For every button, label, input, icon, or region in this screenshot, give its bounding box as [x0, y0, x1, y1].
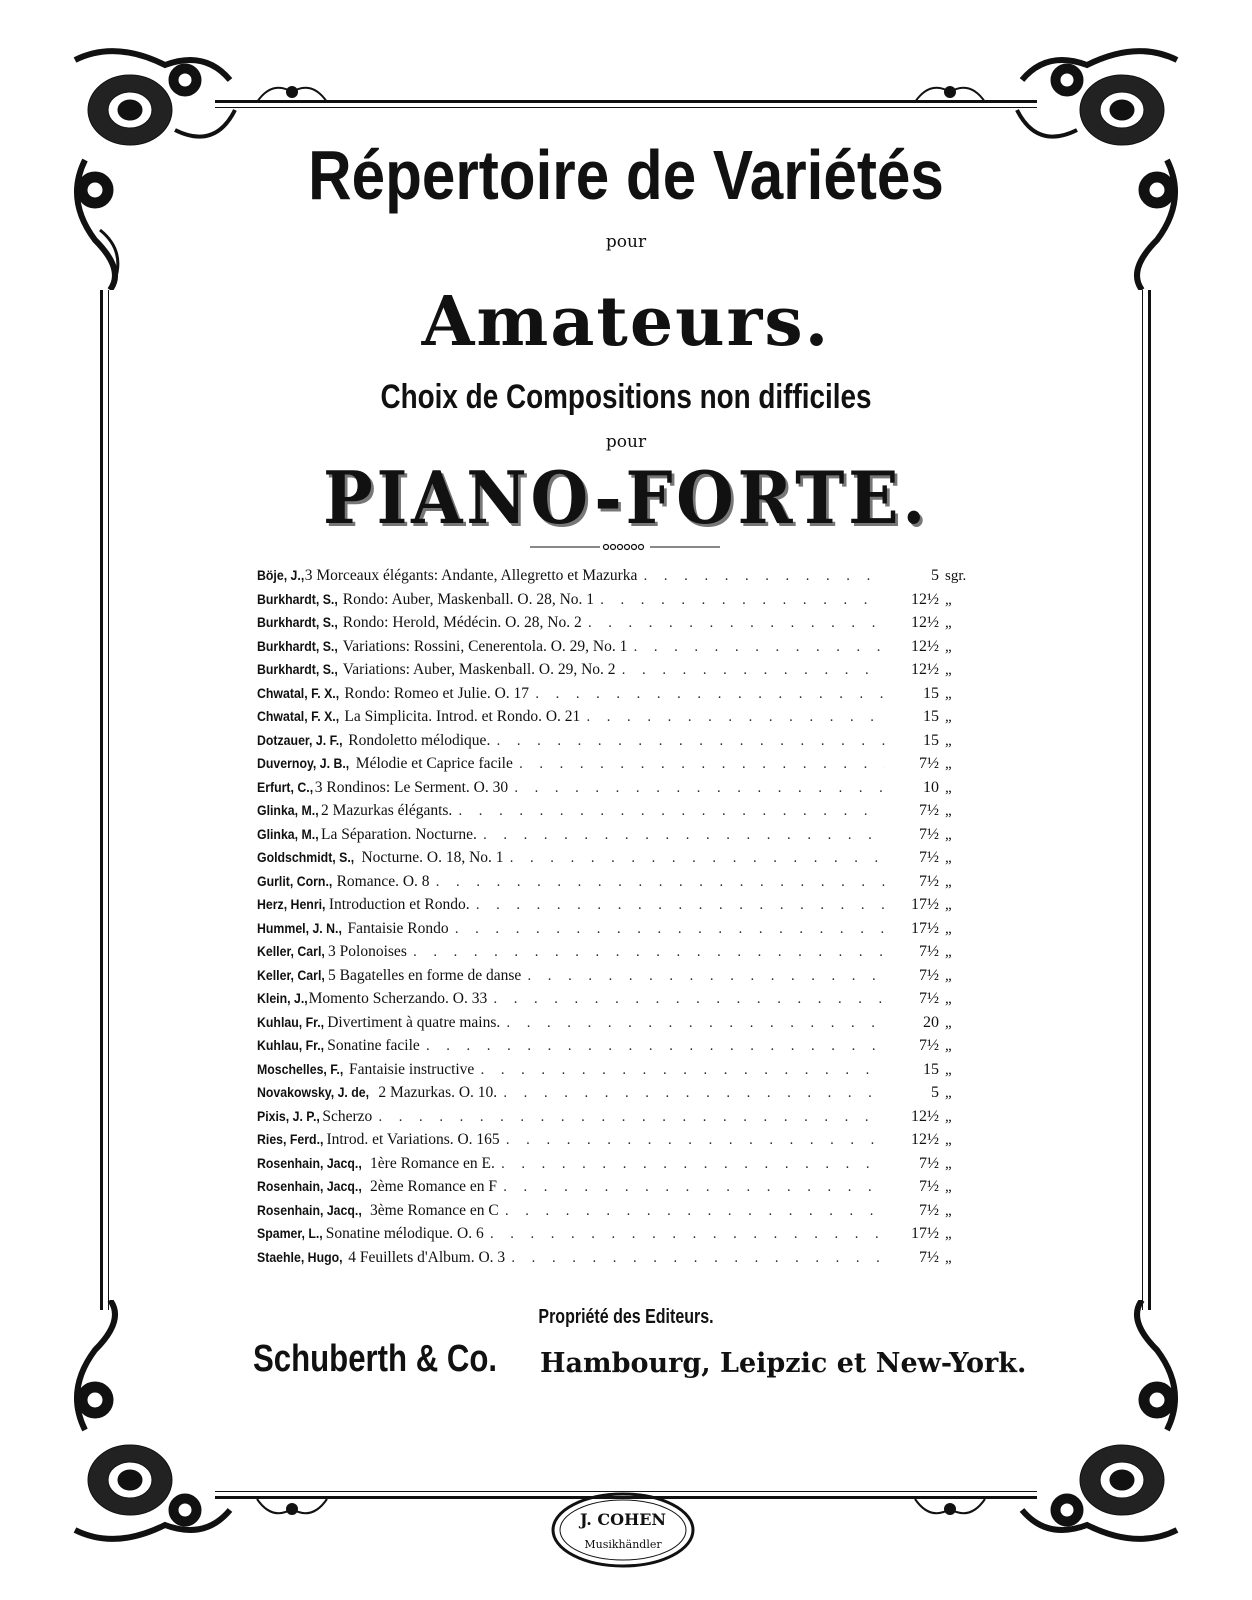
publisher-name: Schuberth & Co. [253, 1338, 498, 1380]
catalog-list [257, 567, 987, 1272]
catalog-row [257, 1108, 987, 1132]
catalog-unit: „ [945, 826, 952, 843]
catalog-work: 2 Mazurkas. O. 10. [378, 1084, 498, 1101]
dot-leader [436, 875, 885, 890]
catalog-composer: Gurlit, Corn., [257, 872, 333, 889]
catalog-unit: „ [945, 615, 952, 631]
dot-leader [480, 1063, 885, 1078]
catalog-unit: „ [945, 967, 952, 984]
catalog-composer: Burkhardt, S., [257, 637, 338, 654]
catalog-work: Sonatine mélodique. O. 6 [325, 1225, 484, 1242]
catalog-composer: Keller, Carl, [257, 966, 325, 983]
catalog-composer: Burkhardt, S., [257, 590, 338, 607]
catalog-composer: Rosenhain, Jacq., [257, 1178, 362, 1194]
catalog-composer: Duvernoy, J. B., [257, 755, 350, 771]
catalog-price: 17½ [911, 1225, 939, 1242]
catalog-price: 12½ [911, 1107, 939, 1125]
catalog-row [257, 943, 987, 967]
catalog-unit: „ [945, 1085, 952, 1101]
catalog-unit: „ [945, 685, 952, 702]
catalog-unit: „ [945, 662, 952, 678]
catalog-unit: „ [945, 1014, 952, 1031]
catalog-composer: Novakowsky, J. de, [257, 1084, 370, 1100]
catalog-row [257, 755, 987, 779]
catalog-work: 2ème Romance en F [370, 1178, 498, 1195]
dot-leader [586, 710, 885, 725]
dot-leader [535, 687, 885, 702]
catalog-work: Mélodie et Caprice facile [355, 755, 513, 772]
stamp-line-2: Musikhändler [584, 1538, 662, 1551]
dot-leader [511, 1251, 885, 1266]
catalog-composer: Burkhardt, S., [257, 661, 338, 677]
catalog-composer: Kuhlau, Fr., [257, 1013, 325, 1030]
catalog-price: 7½ [919, 1037, 939, 1054]
dot-leader [600, 593, 885, 608]
catalog-price: 7½ [919, 990, 939, 1007]
catalog-price: 12½ [911, 1131, 939, 1148]
dot-leader [413, 945, 885, 960]
catalog-unit: „ [945, 709, 952, 725]
catalog-unit: „ [945, 1202, 952, 1219]
catalog-composer: Böje, J., [257, 567, 305, 583]
dot-leader [510, 851, 885, 866]
dot-leader [490, 1227, 885, 1242]
catalog-work: La Simplicita. Introd. et Rondo. O. 21 [344, 708, 581, 725]
catalog-work: 1ère Romance en E. [370, 1154, 495, 1172]
catalog-unit: „ [945, 1108, 952, 1125]
catalog-row [257, 1225, 987, 1249]
catalog-unit: „ [945, 732, 952, 749]
catalog-row [257, 1131, 987, 1155]
catalog-price: 7½ [919, 1248, 939, 1266]
catalog-composer: Chwatal, F. X., [257, 684, 340, 701]
catalog-price: 7½ [919, 1154, 939, 1172]
dot-leader [455, 922, 885, 937]
dot-leader [643, 569, 885, 584]
corner-ornament-bottom-left [55, 1300, 245, 1550]
catalog-composer: Burkhardt, S., [257, 614, 338, 630]
dot-leader [505, 1204, 885, 1219]
catalog-unit: „ [945, 1179, 952, 1195]
catalog-work: Fantaisie instructive [349, 1060, 475, 1078]
dot-leader [458, 804, 885, 819]
catalog-work: Introduction et Rondo. [328, 896, 470, 913]
catalog-unit: „ [945, 1226, 952, 1242]
amateurs-heading: Amateurs. [421, 282, 831, 362]
dealer-stamp [548, 1490, 698, 1570]
catalog-price: 7½ [919, 872, 939, 890]
dot-leader [506, 1016, 885, 1031]
catalog-row [257, 1061, 987, 1085]
stamp-line-1: J. COHEN [579, 1510, 667, 1529]
catalog-price: 7½ [919, 1178, 939, 1195]
catalog-row [257, 1014, 987, 1038]
catalog-work: Scherzo [322, 1107, 373, 1125]
catalog-work: Variations: Rossini, Cenerentola. O. 29, No. 1 [342, 637, 628, 655]
catalog-composer: Herz, Henri, [257, 896, 326, 912]
dot-leader [527, 969, 885, 984]
catalog-work: Momento Scherzando. O. 33 [308, 990, 488, 1007]
catalog-composer: Dotzauer, J. F., [257, 731, 343, 748]
catalog-unit: „ [945, 1132, 952, 1148]
frame-top-line-inner [215, 107, 1037, 108]
catalog-unit: „ [945, 779, 952, 796]
publisher-cities: Hambourg, Leipzic et New-York. [540, 1348, 1027, 1379]
catalog-row [257, 873, 987, 897]
catalog-price: 15 [923, 684, 939, 702]
catalog-row [257, 896, 987, 920]
catalog-work: 5 Bagatelles en forme de danse [328, 966, 522, 984]
catalog-unit: „ [945, 873, 952, 890]
catalog-work: Romance. O. 8 [336, 872, 430, 890]
main-title: Répertoire de Variétés [308, 136, 944, 214]
catalog-row [257, 1155, 987, 1179]
property-notice: Propriété des Editeurs. [538, 1306, 714, 1328]
catalog-row [257, 802, 987, 826]
fan-ornament-top-right [910, 78, 990, 106]
catalog-composer: Hummel, J. N., [257, 919, 342, 936]
catalog-composer: Keller, Carl, [257, 943, 325, 959]
catalog-unit: sgr. [945, 568, 967, 584]
catalog-price: 15 [923, 1060, 939, 1078]
dot-leader [622, 663, 885, 678]
dot-leader [378, 1110, 885, 1125]
catalog-work: Rondo: Romeo et Julie. O. 17 [344, 684, 530, 702]
catalog-unit: „ [945, 944, 952, 960]
catalog-composer: Erfurt, C., [257, 778, 314, 795]
catalog-row [257, 732, 987, 756]
catalog-row [257, 638, 987, 662]
catalog-row [257, 990, 987, 1014]
divider-ornament [530, 542, 720, 552]
catalog-composer: Rosenhain, Jacq., [257, 1154, 362, 1171]
catalog-work: Sonatine facile [327, 1037, 420, 1054]
catalog-price: 20 [923, 1013, 939, 1031]
dot-leader [501, 1157, 885, 1172]
catalog-price: 5 [931, 567, 939, 584]
catalog-price: 12½ [911, 661, 939, 678]
catalog-row [257, 849, 987, 873]
catalog-work: Rondoletto mélodique. [348, 731, 491, 749]
subtitle: Choix de Compositions non difficiles [380, 378, 872, 416]
catalog-price: 17½ [911, 896, 939, 913]
catalog-work: 3 Rondinos: Le Serment. O. 30 [314, 778, 509, 796]
catalog-work: 3ème Romance en C [370, 1201, 499, 1219]
catalog-row [257, 826, 987, 850]
catalog-row [257, 567, 987, 591]
catalog-composer: Chwatal, F. X., [257, 708, 340, 724]
catalog-price: 12½ [911, 590, 939, 608]
catalog-price: 10 [923, 778, 939, 796]
catalog-work: Variations: Auber, Maskenball. O. 29, No. 2 [342, 661, 616, 678]
dot-leader [588, 616, 885, 631]
catalog-price: 17½ [911, 919, 939, 937]
catalog-unit: „ [945, 991, 952, 1007]
catalog-composer: Glinka, M., [257, 802, 319, 818]
pour-label-1: pour [605, 232, 647, 252]
catalog-row [257, 591, 987, 615]
catalog-unit: „ [945, 1155, 952, 1172]
fan-ornament-bottom-right [910, 1495, 990, 1523]
catalog-price: 5 [931, 1084, 939, 1101]
catalog-row [257, 1178, 987, 1202]
dot-leader [503, 1180, 885, 1195]
catalog-row [257, 1249, 987, 1273]
catalog-composer: Klein, J., [257, 990, 308, 1006]
catalog-unit: „ [945, 920, 952, 937]
instrument-heading: PIANO-FORTE. [323, 455, 929, 540]
catalog-unit: „ [945, 803, 952, 819]
catalog-composer: Rosenhain, Jacq., [257, 1201, 362, 1218]
catalog-work: Divertiment à quatre mains. [327, 1013, 501, 1031]
catalog-composer: Pixis, J. P., [257, 1107, 320, 1124]
catalog-composer: Glinka, M., [257, 825, 319, 842]
catalog-composer: Goldschmidt, S., [257, 849, 355, 865]
catalog-work: 3 Morceaux élégants: Andante, Allegretto et Mazurka [304, 567, 638, 584]
catalog-unit: „ [945, 897, 952, 913]
catalog-work: Introd. et Variations. O. 165 [326, 1131, 500, 1148]
fan-ornament-bottom-left [252, 1495, 332, 1523]
dot-leader [483, 828, 885, 843]
catalog-work: Nocturne. O. 18, No. 1 [361, 849, 504, 866]
catalog-composer: Spamer, L., [257, 1225, 323, 1241]
corner-ornament-bottom-right [1007, 1300, 1197, 1550]
catalog-price: 12½ [911, 637, 939, 655]
catalog-row [257, 779, 987, 803]
dot-leader [493, 992, 885, 1007]
catalog-price: 7½ [919, 966, 939, 984]
dot-leader [514, 781, 885, 796]
catalog-price: 15 [923, 708, 939, 725]
catalog-composer: Ries, Ferd., [257, 1131, 324, 1147]
catalog-price: 7½ [919, 849, 939, 866]
catalog-price: 7½ [919, 1201, 939, 1219]
dot-leader [496, 734, 885, 749]
catalog-row [257, 1084, 987, 1108]
catalog-unit: „ [945, 756, 952, 772]
pour-label-2: pour [605, 432, 647, 452]
catalog-row [257, 614, 987, 638]
catalog-price: 7½ [919, 825, 939, 843]
catalog-unit: „ [945, 850, 952, 866]
dot-leader [476, 898, 885, 913]
catalog-work: 3 Polonoises [328, 943, 407, 960]
dot-leader [503, 1086, 885, 1101]
catalog-composer: Kuhlau, Fr., [257, 1037, 325, 1053]
catalog-work: La Séparation. Nocturne. [321, 825, 477, 843]
catalog-work: Fantaisie Rondo [347, 919, 449, 937]
fan-ornament-top-left [252, 78, 332, 106]
catalog-composer: Moschelles, F., [257, 1060, 344, 1077]
dot-leader [519, 757, 885, 772]
catalog-row [257, 1202, 987, 1226]
catalog-row [257, 1037, 987, 1061]
catalog-work: 2 Mazurkas élégants. [321, 802, 453, 819]
catalog-price: 12½ [911, 614, 939, 631]
catalog-unit: „ [945, 591, 952, 608]
catalog-row [257, 661, 987, 685]
catalog-row [257, 685, 987, 709]
catalog-row [257, 967, 987, 991]
catalog-unit: „ [945, 638, 952, 655]
catalog-unit: „ [945, 1038, 952, 1054]
catalog-price: 7½ [919, 755, 939, 772]
dot-leader [633, 640, 885, 655]
dot-leader [426, 1039, 885, 1054]
catalog-row [257, 708, 987, 732]
catalog-work: 4 Feuillets d'Album. O. 3 [348, 1248, 506, 1266]
catalog-composer: Staehle, Hugo, [257, 1248, 343, 1265]
catalog-unit: „ [945, 1061, 952, 1078]
catalog-price: 7½ [919, 802, 939, 819]
catalog-work: Rondo: Herold, Médécin. O. 28, No. 2 [342, 614, 582, 631]
catalog-row [257, 920, 987, 944]
catalog-price: 15 [923, 731, 939, 749]
catalog-unit: „ [945, 1249, 952, 1266]
catalog-price: 7½ [919, 943, 939, 960]
dot-leader [506, 1133, 885, 1148]
catalog-work: Rondo: Auber, Maskenball. O. 28, No. 1 [342, 590, 595, 608]
